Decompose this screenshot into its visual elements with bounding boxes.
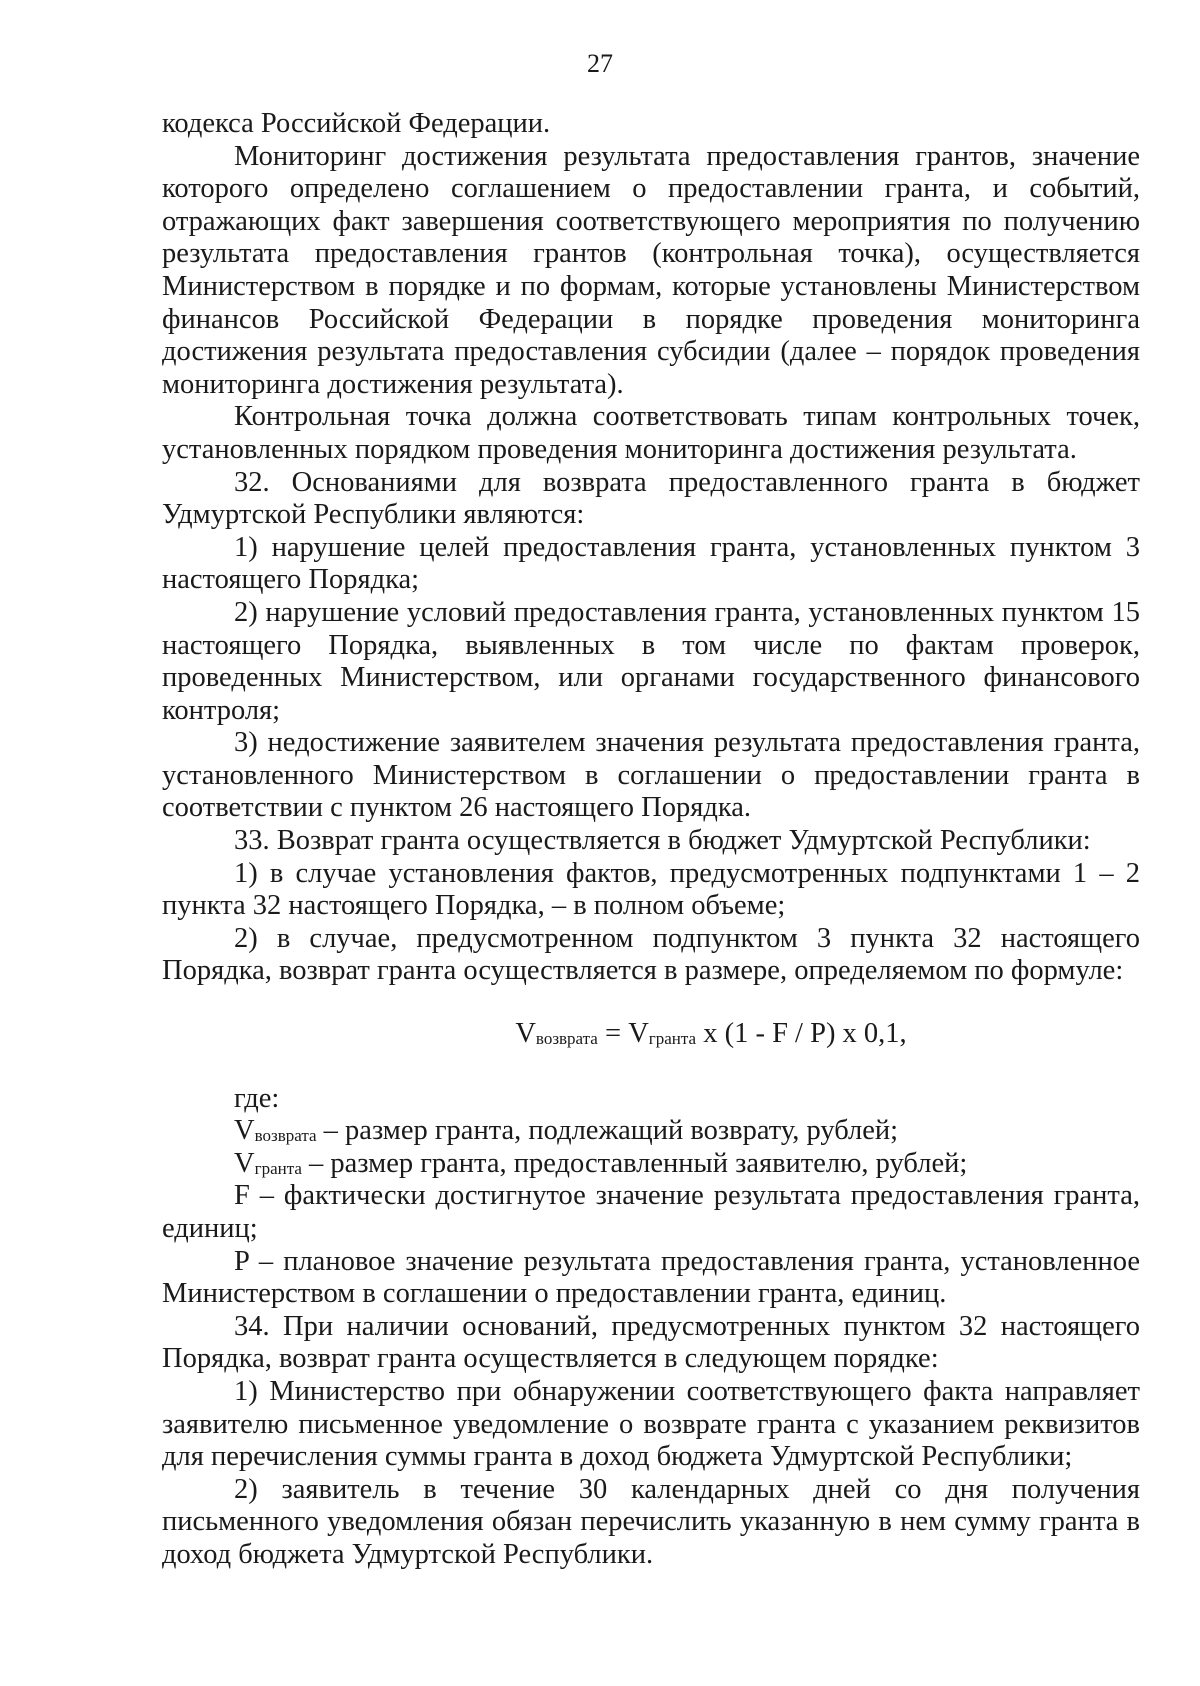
definition-symbol: V	[234, 1147, 255, 1179]
document-body	[162, 108, 1140, 1572]
page-number: 27	[587, 49, 613, 78]
formula-equals: =	[597, 1018, 629, 1050]
subitem: 2) в случае, предусмотренном подпунктом 3 пункта 32 настоящего Порядка, возврат гранта осуществляется в размере, определяемом по формуле:	[162, 922, 1140, 987]
paragraph-item-34: 34. При наличии оснований, предусмотренных пунктом 32 настоящего Порядка, возврат гранта осуществляется в следующем порядке:	[162, 1310, 1140, 1375]
definition-subscript: гранта	[254, 1158, 302, 1178]
definition-text: – размер гранта, предоставленный заявителю, рублей;	[301, 1147, 968, 1179]
definition-symbol: V	[234, 1115, 255, 1147]
formula-rhs-expression: x (1 - F / P) x 0,1,	[696, 1018, 907, 1050]
formula-lhs-symbol: V	[515, 1018, 536, 1050]
paragraph: кодекса Российской Федерации.	[162, 108, 551, 139]
subitem: 1) в случае установления фактов, предусмотренных подпунктами 1 – 2 пункта 32 настоящего Порядка, – в полном объеме;	[162, 857, 1140, 922]
subitem: 1) Министерство при обнаружении соответствующего факта направляет заявителю письменное уведомление о возврате гранта с указанием реквизитов для перечисления суммы гранта в доход бюджета Удмуртской Республики;	[162, 1375, 1140, 1473]
formula-rhs-symbol: V	[628, 1018, 649, 1050]
paragraph-item-32: 32. Основаниями для возврата предоставленного гранта в бюджет Удмуртской Республики являются:	[162, 466, 1140, 531]
definition-subscript: возврата	[254, 1126, 317, 1146]
definition-p: P – плановое значение результата предоставления гранта, установленное Министерством в соглашении о предоставлении гранта, единиц.	[162, 1245, 1140, 1310]
return-formula	[162, 1018, 1140, 1051]
paragraph: Контрольная точка должна соответствовать типам контрольных точек, установленных порядком проведения мониторинга достижения результата.	[162, 401, 1140, 465]
subitem: 2) заявитель в течение 30 календарных дней со дня получения письменного уведомления обязан перечислить указанную в нем сумму гранта в доход бюджета Удмуртской Республики.	[162, 1473, 1140, 1570]
paragraph: Мониторинг достижения результата предоставления грантов, значение которого определено соглашением о предоставлении гранта, и событий, отражающих факт завершения соответствующего мероприятия по получению результата предоставления грантов (контрольная точка), осуществляется Министерством в порядке и по формам, которые установлены Министерством финансов Российской Федерации в порядке проведения мониторинга достижения результата предоставления субсидии (далее – порядок проведения мониторинга достижения результата).	[162, 140, 1140, 400]
formula-lhs-subscript: возврата	[535, 1029, 598, 1049]
definition-v-return	[162, 1115, 1140, 1148]
subitem: 1) нарушение целей предоставления гранта, установленных пунктом 3 настоящего Порядка;	[162, 531, 1140, 596]
subitem: 2) нарушение условий предоставления гранта, установленных пунктом 15 настоящего Порядка, выявленных в том числе по фактам проверок, проведенных Министерством, или органами государственного финансового контроля;	[162, 596, 1140, 726]
paragraph-item-33: 33. Возврат гранта осуществляется в бюджет Удмуртской Республики:	[234, 825, 1091, 857]
where-label: где:	[234, 1082, 280, 1114]
definition-v-grant	[162, 1148, 1140, 1181]
definition-f: F – фактически достигнутое значение результата предоставления гранта, единиц;	[162, 1180, 1140, 1244]
definition-text: – размер гранта, подлежащий возврату, рублей;	[316, 1115, 899, 1147]
formula-rhs-subscript: гранта	[648, 1029, 697, 1049]
subitem: 3) недостижение заявителем значения результата предоставления гранта, установленного Министерством в соглашении о предоставлении гранта в соответствии с пунктом 26 настоящего Порядка.	[162, 727, 1140, 824]
